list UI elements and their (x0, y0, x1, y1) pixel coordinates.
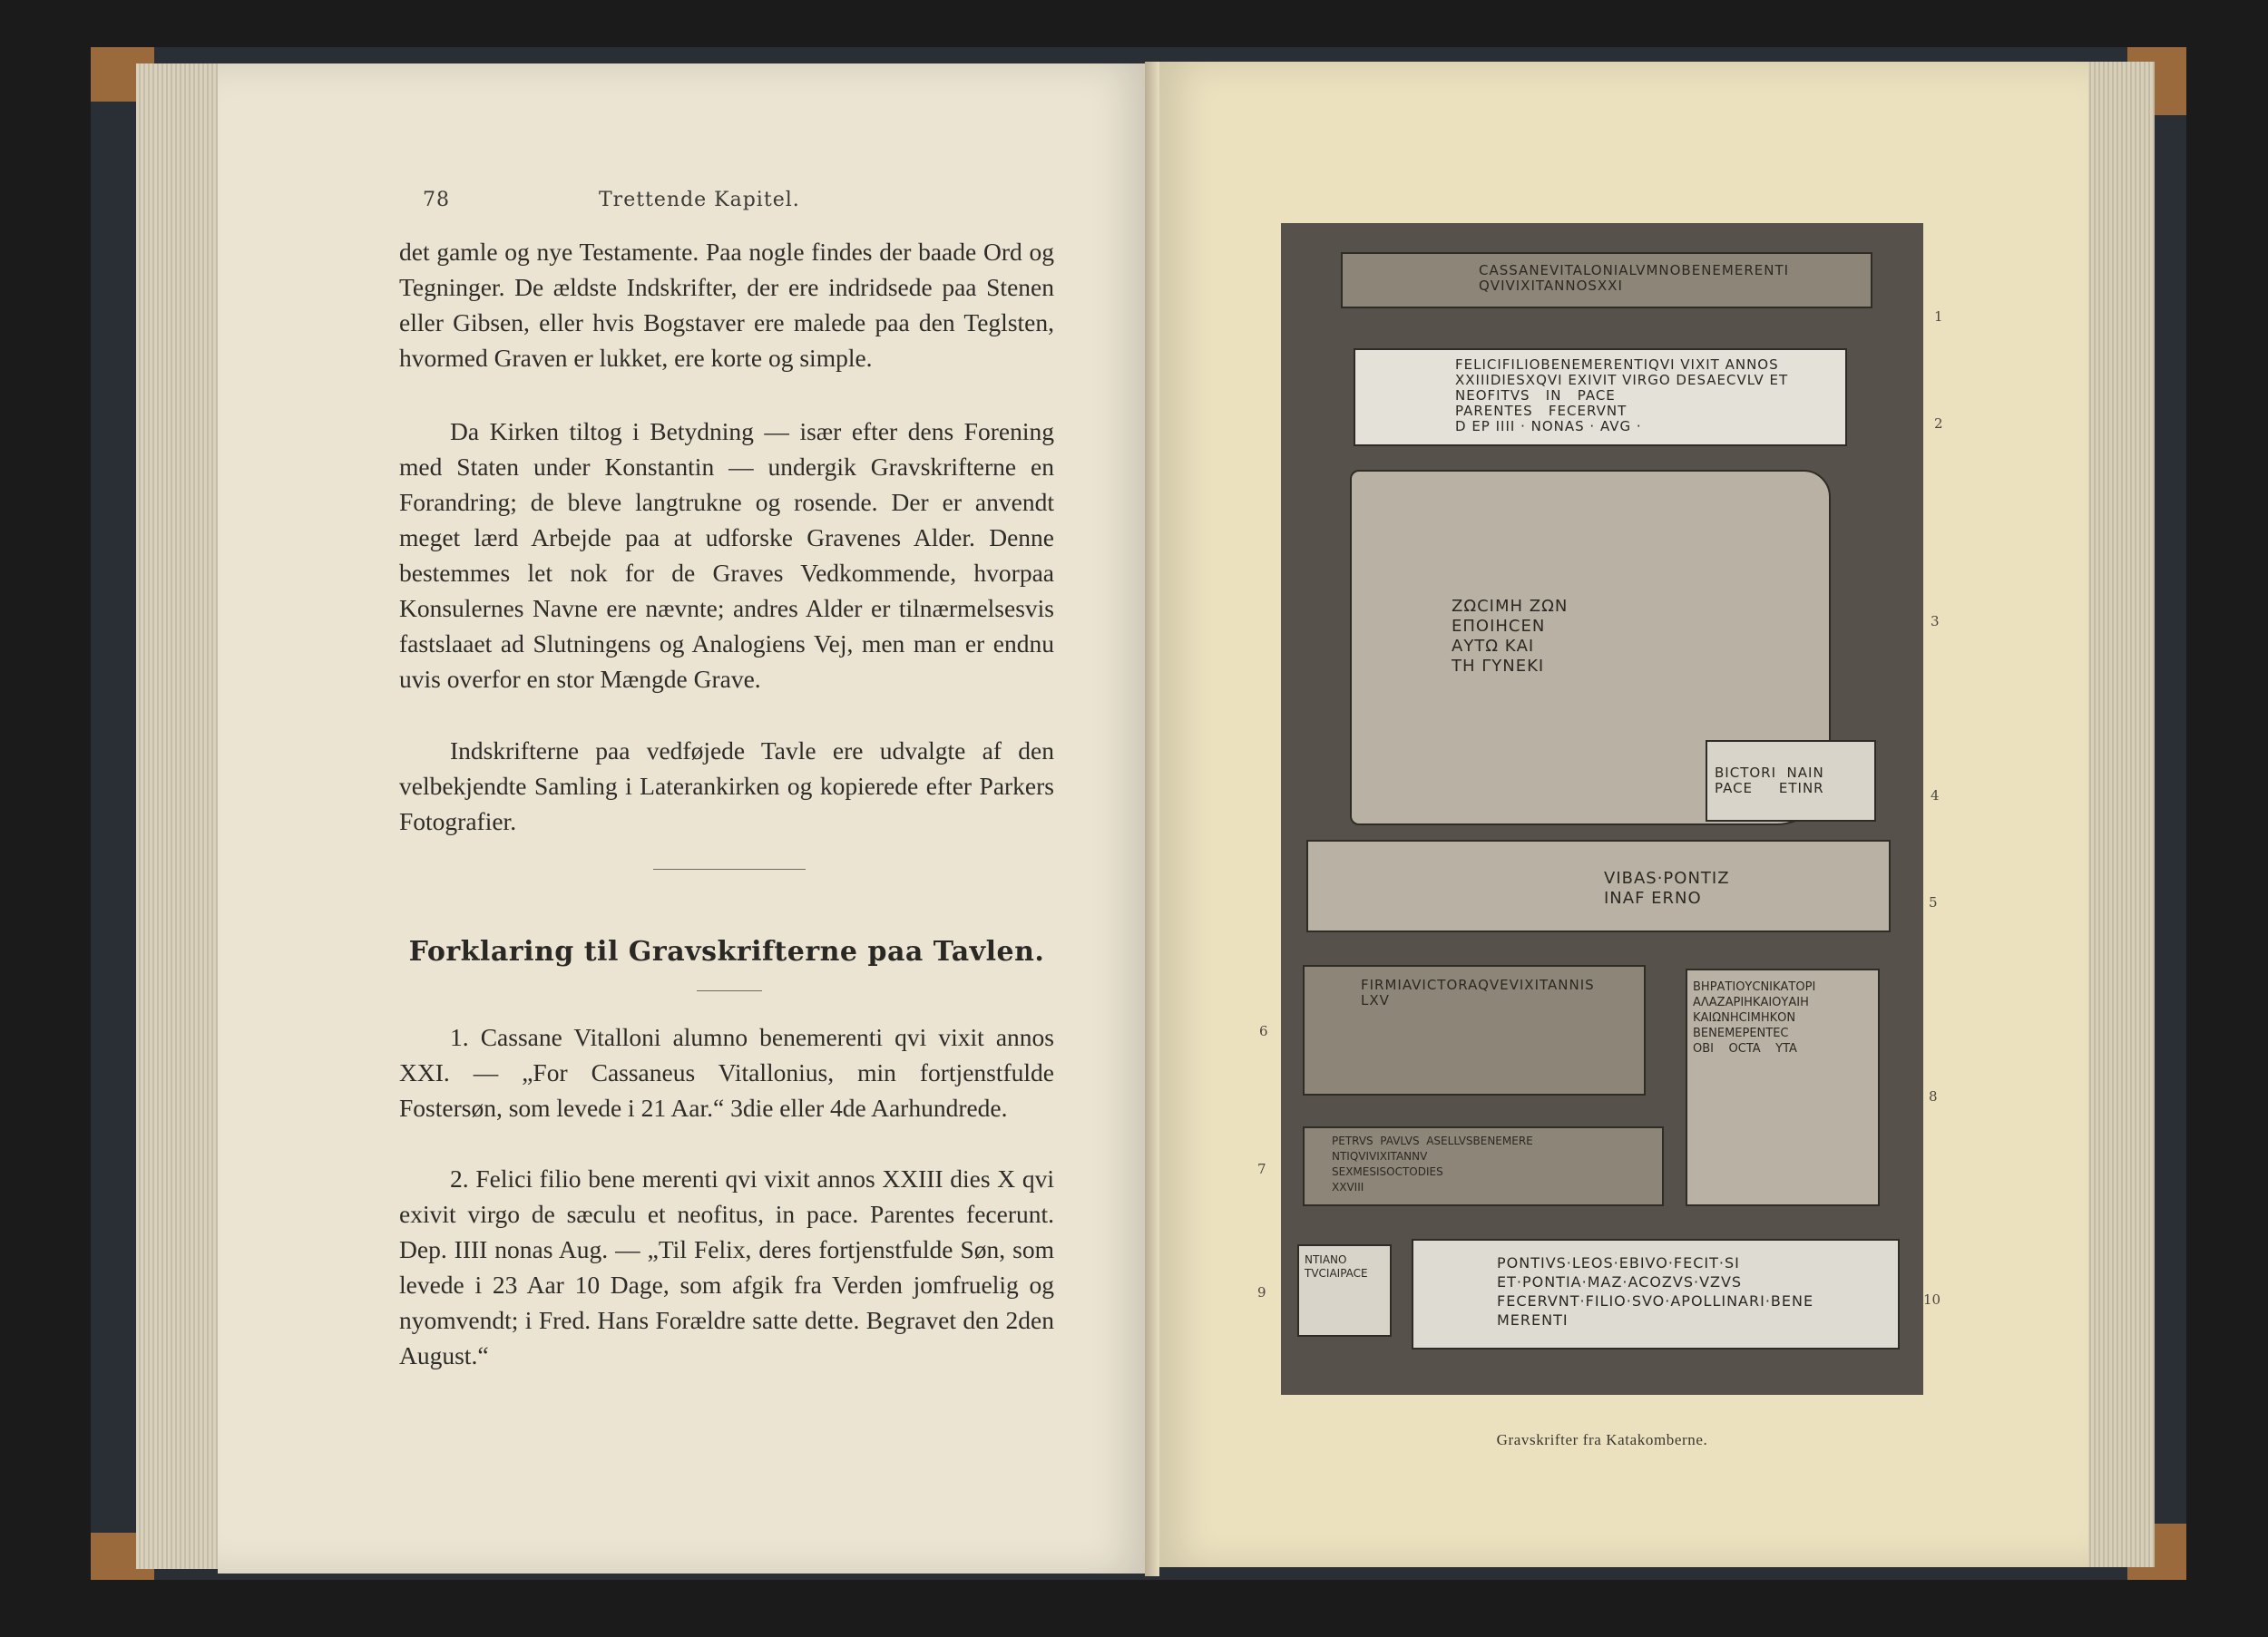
inscription-stone-5 (1306, 840, 1891, 932)
page-edges-right (2082, 62, 2155, 1567)
plate-number: 5 (1929, 894, 1938, 911)
inscription-6-text: FIRMIAVICTORAQVEVIXITANNIS LXV (1361, 977, 1595, 1009)
inscription-stone-9 (1297, 1244, 1392, 1337)
paragraph-1-text: det gamle og nye Testamente. Paa nogle findes der baade Ord og Tegninger. De ældste Indskrifter, der ere indridsede paa Stenen eller Gibsen, eller hvis Bogstaver ere malede paa den Teglsten, hvormed Graven er lukket, ere korte og simple. (399, 238, 1054, 372)
inscription-1-text: CASSANEVITALONIALVMNOBENEMERENTI QVIVIXITANNOSXXI (1479, 262, 1790, 294)
section-heading: Forklaring til Gravskrifterne paa Tavlen. (408, 936, 1045, 968)
plate-number: 7 (1257, 1161, 1266, 1177)
inscription-10-text: PONTIVS·LEOS·EBIVO·FECIT·SI ET·PONTIA·MAZ·ACOZVS·VZVS FECERVNT·FILIO·SVO·APOLLINARI·BENE MERENTI (1497, 1254, 1814, 1329)
plate-caption: Gravskrifter fra Katakomberne. (1496, 1431, 1708, 1448)
explanation-item-2-text: 2. Felici filio bene merenti qvi vixit annos XXIII dies X qvi exivit virgo de sæculu et neofitus, in pace. Parentes fecerunt. Dep. IIII nonas Aug. — „Til Felix, deres fortjenstfulde Søn, som levede i 23 Aar 10 Dage, som afgik fra Verden jomfruelig og nyomvendt; i Fred. Hans Forældre satte dette. Begravet den 2den August.“ (399, 1164, 1054, 1369)
inscription-stone-8 (1686, 969, 1880, 1206)
inscriptions-plate (1281, 223, 1923, 1395)
page-number: 78 (423, 189, 450, 211)
inscription-stone-2 (1354, 348, 1847, 446)
plate-number: 1 (1934, 308, 1943, 325)
paragraph-3 (399, 733, 1054, 839)
section-divider (653, 869, 806, 870)
plate-number: 3 (1931, 613, 1940, 629)
inscription-5-text: VIBAS·PONTIZ INAF ERNO (1604, 869, 1730, 908)
plate-number: 8 (1929, 1088, 1938, 1105)
paragraph-3-text: Indskrifterne paa vedføjede Tavle ere udvalgte af den velbekjendte Samling i Laterankirken og kopierede efter Parkers Fotografier. (399, 736, 1054, 835)
inscription-stone-10 (1412, 1239, 1900, 1350)
inscription-4-text: BICTORI NAIN PACE ETINR (1715, 765, 1824, 796)
explanation-item-2 (399, 1161, 1054, 1373)
inscription-7-text: PETRVS PAVLVS ASELLVSBENEMERE NTIQVIVIXITANNV SEXMESISOCTODIES XXVIII (1332, 1135, 1533, 1194)
inscription-stone-7 (1303, 1126, 1664, 1206)
plate-number: 4 (1931, 787, 1940, 804)
inscription-stone-6 (1303, 965, 1646, 1096)
inscription-stone-4 (1706, 740, 1876, 822)
chapter-title: Trettende Kapitel. (599, 189, 800, 211)
plate-number: 6 (1259, 1023, 1268, 1039)
paragraph-1 (399, 234, 1054, 375)
inscription-8-text: ΒΗΡΑΤΙΟΥCΝΙΚΑΤΟΡΙ ΑΛΑΖΑΡΙΗΚΑΙΟΥΑΙΗ ΚΑΙΩΝΗCΙΜΗΚΟΝ ΒΕΝΕΜΕΡΕΝΤΕC OBI OCTA YTA (1693, 980, 1816, 1056)
paragraph-2 (399, 414, 1054, 697)
inscription-9-text: NTIANO TVCIAIPACE (1305, 1253, 1368, 1280)
paragraph-2-text: Da Kirken tiltog i Betydning — især efter dens Forening med Staten under Konstantin — undergik Gravskrifterne en Forandring; de bleve langtrukne og rosende. Der er anvendt meget lærd Arbejde paa at udforske Gravenes Alder. Denne bestemmes let nok for de Graves Vedkommende, hvorpaa Konsulernes Navne ere nævnte; andres Alder er tilnærmelsesvis fastslaaet ad Slutningens og Analogiens Vej, men man er endnu uvis overfor en stor Mængde Grave. (399, 417, 1054, 693)
inscription-stone-1 (1341, 252, 1872, 308)
inscription-2-text: FELICIFILIOBENEMERENTIQVI VIXIT ANNOS XXIIIDIESXQVI EXIVIT VIRGO DESAECVLV ET NEOFITVS IN PACE PARENTES FECERVNT D EP IIII · NONAS · AVG · (1455, 356, 1789, 434)
page-edges-left (136, 63, 222, 1569)
explanation-item-1-text: 1. Cassane Vitalloni alumno benemerenti qvi vixit annos XXI. — „For Cassaneus Vitallonius, min fortjenstfulde Fostersøn, som levede i 21 Aar.“ 3die eller 4de Aarhundrede. (399, 1023, 1054, 1122)
plate-number: 10 (1923, 1291, 1941, 1308)
plate-number: 9 (1257, 1284, 1266, 1301)
book-gutter (1145, 62, 1159, 1576)
plate-number: 2 (1934, 415, 1943, 432)
inscription-3-text: ΖΩCIMH ΖΩΝ ΕΠΟΙΗCΕΝ ΑΥΤΩ ΚΑΙ ΤΗ ΓΥΝΕΚΙ (1452, 597, 1569, 676)
heading-divider (697, 990, 762, 991)
explanation-item-1 (399, 1019, 1054, 1125)
